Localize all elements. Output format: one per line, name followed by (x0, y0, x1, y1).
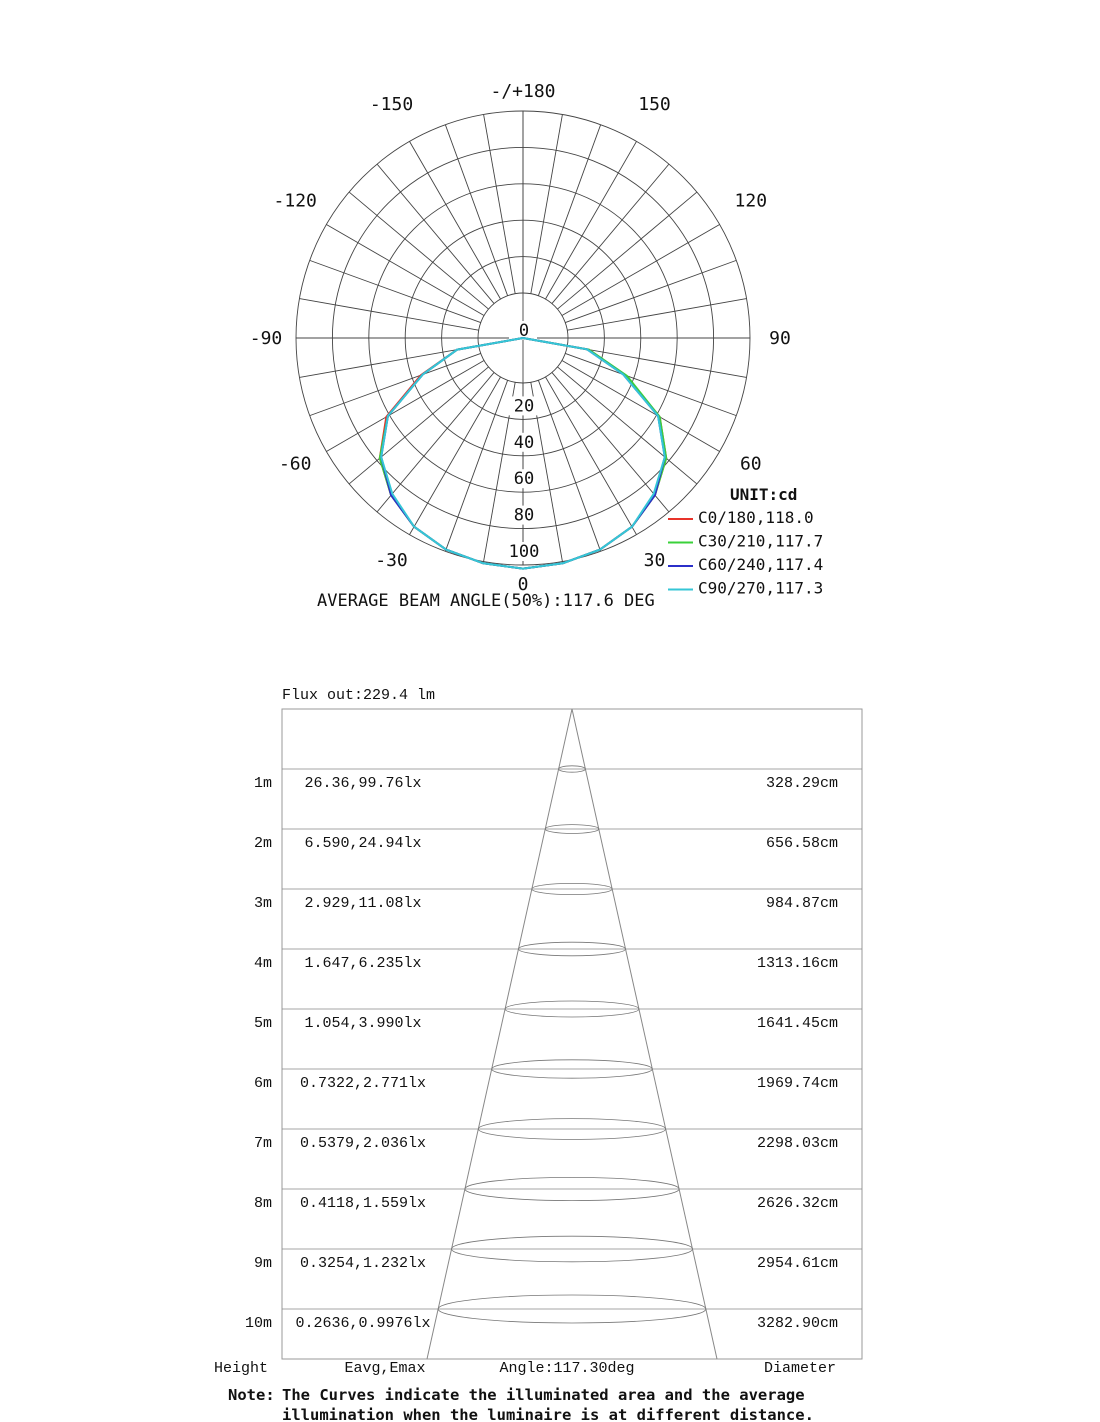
row-eavg-emax: 6.590,24.94lx (304, 835, 422, 852)
column-header: Height (213, 1360, 269, 1377)
angle-label: -150 (369, 94, 414, 116)
radial-tick-label: 20 (513, 396, 535, 417)
table-row (254, 1119, 862, 1152)
row-height: 8m (253, 1195, 272, 1212)
table-row (254, 1001, 862, 1032)
unit-label: UNIT:cd (730, 485, 798, 504)
angle-label: 90 (769, 328, 791, 349)
row-diameter: 984.87cm (765, 895, 838, 912)
table-row (254, 1060, 862, 1092)
beam-angle-caption: AVERAGE BEAM ANGLE(50%):117.6 DEG (317, 591, 655, 611)
column-header: Angle:117.30deg (499, 1360, 635, 1377)
table-row (245, 1295, 862, 1332)
radial-tick-label: 40 (513, 432, 535, 453)
row-height: 6m (253, 1075, 272, 1092)
row-diameter: 328.29cm (765, 775, 838, 792)
row-height: 7m (253, 1135, 272, 1152)
row-height: 10m (244, 1315, 272, 1332)
table-row (254, 825, 862, 852)
row-height: 5m (253, 1015, 272, 1032)
row-diameter: 2298.03cm (756, 1135, 838, 1152)
row-diameter: 656.58cm (765, 835, 838, 852)
row-eavg-emax: 26.36,99.76lx (304, 775, 422, 792)
table-row (254, 1236, 862, 1272)
row-eavg-emax: 0.7322,2.771lx (299, 1075, 427, 1092)
row-height: 3m (253, 895, 272, 912)
row-eavg-emax: 0.3254,1.232lx (299, 1255, 427, 1272)
angle-label: 0 (517, 574, 529, 595)
row-diameter: 2954.61cm (756, 1255, 838, 1272)
legend-entry: C90/270,117.3 (698, 578, 824, 598)
legend-entry: C30/210,117.7 (698, 531, 824, 551)
row-eavg-emax: 0.2636,0.9976lx (295, 1315, 431, 1332)
note-prefix: Note: (228, 1386, 275, 1404)
flux-title: Flux out:229.4 lm (282, 687, 436, 704)
angle-label: -30 (375, 549, 408, 571)
row-eavg-emax: 2.929,11.08lx (304, 895, 422, 912)
row-diameter: 1313.16cm (756, 955, 838, 972)
table-row (254, 1177, 862, 1212)
column-header: Eavg,Emax (344, 1360, 426, 1377)
angle-label: 120 (734, 190, 768, 212)
legend-entry: C60/240,117.4 (698, 555, 824, 574)
angle-label: 60 (739, 453, 762, 475)
radial-tick-label: 60 (513, 469, 535, 490)
angle-label: -/+180 (490, 81, 556, 102)
angle-label: -120 (273, 190, 317, 212)
column-header: Diameter (763, 1360, 837, 1377)
row-height: 1m (253, 775, 272, 792)
row-eavg-emax: 1.054,3.990lx (304, 1015, 422, 1032)
angle-label: 30 (643, 549, 666, 571)
angle-label: -90 (249, 328, 283, 349)
radial-tick-label: 100 (508, 542, 540, 562)
row-eavg-emax: 0.4118,1.559lx (299, 1195, 427, 1212)
row-eavg-emax: 1.647,6.235lx (304, 955, 422, 972)
row-eavg-emax: 0.5379,2.036lx (299, 1135, 427, 1152)
row-diameter: 2626.32cm (756, 1195, 838, 1212)
note-line-2: illumination when the luminaire is at different distance. (282, 1406, 814, 1422)
row-height: 9m (253, 1255, 272, 1272)
note-line-1: The Curves indicate the illuminated area and the average (282, 1386, 805, 1404)
table-row (254, 942, 862, 972)
radial-tick-label: 80 (513, 505, 535, 526)
row-height: 4m (253, 955, 272, 972)
row-diameter: 1969.74cm (756, 1075, 838, 1092)
row-height: 2m (253, 835, 272, 852)
row-diameter: 3282.90cm (756, 1315, 838, 1332)
angle-label: -60 (278, 453, 312, 475)
table-row (254, 883, 862, 912)
radial-tick-label: 0 (518, 321, 530, 341)
row-diameter: 1641.45cm (756, 1015, 838, 1032)
angle-label: 150 (638, 94, 671, 116)
legend-entry: C0/180,118.0 (698, 508, 814, 527)
